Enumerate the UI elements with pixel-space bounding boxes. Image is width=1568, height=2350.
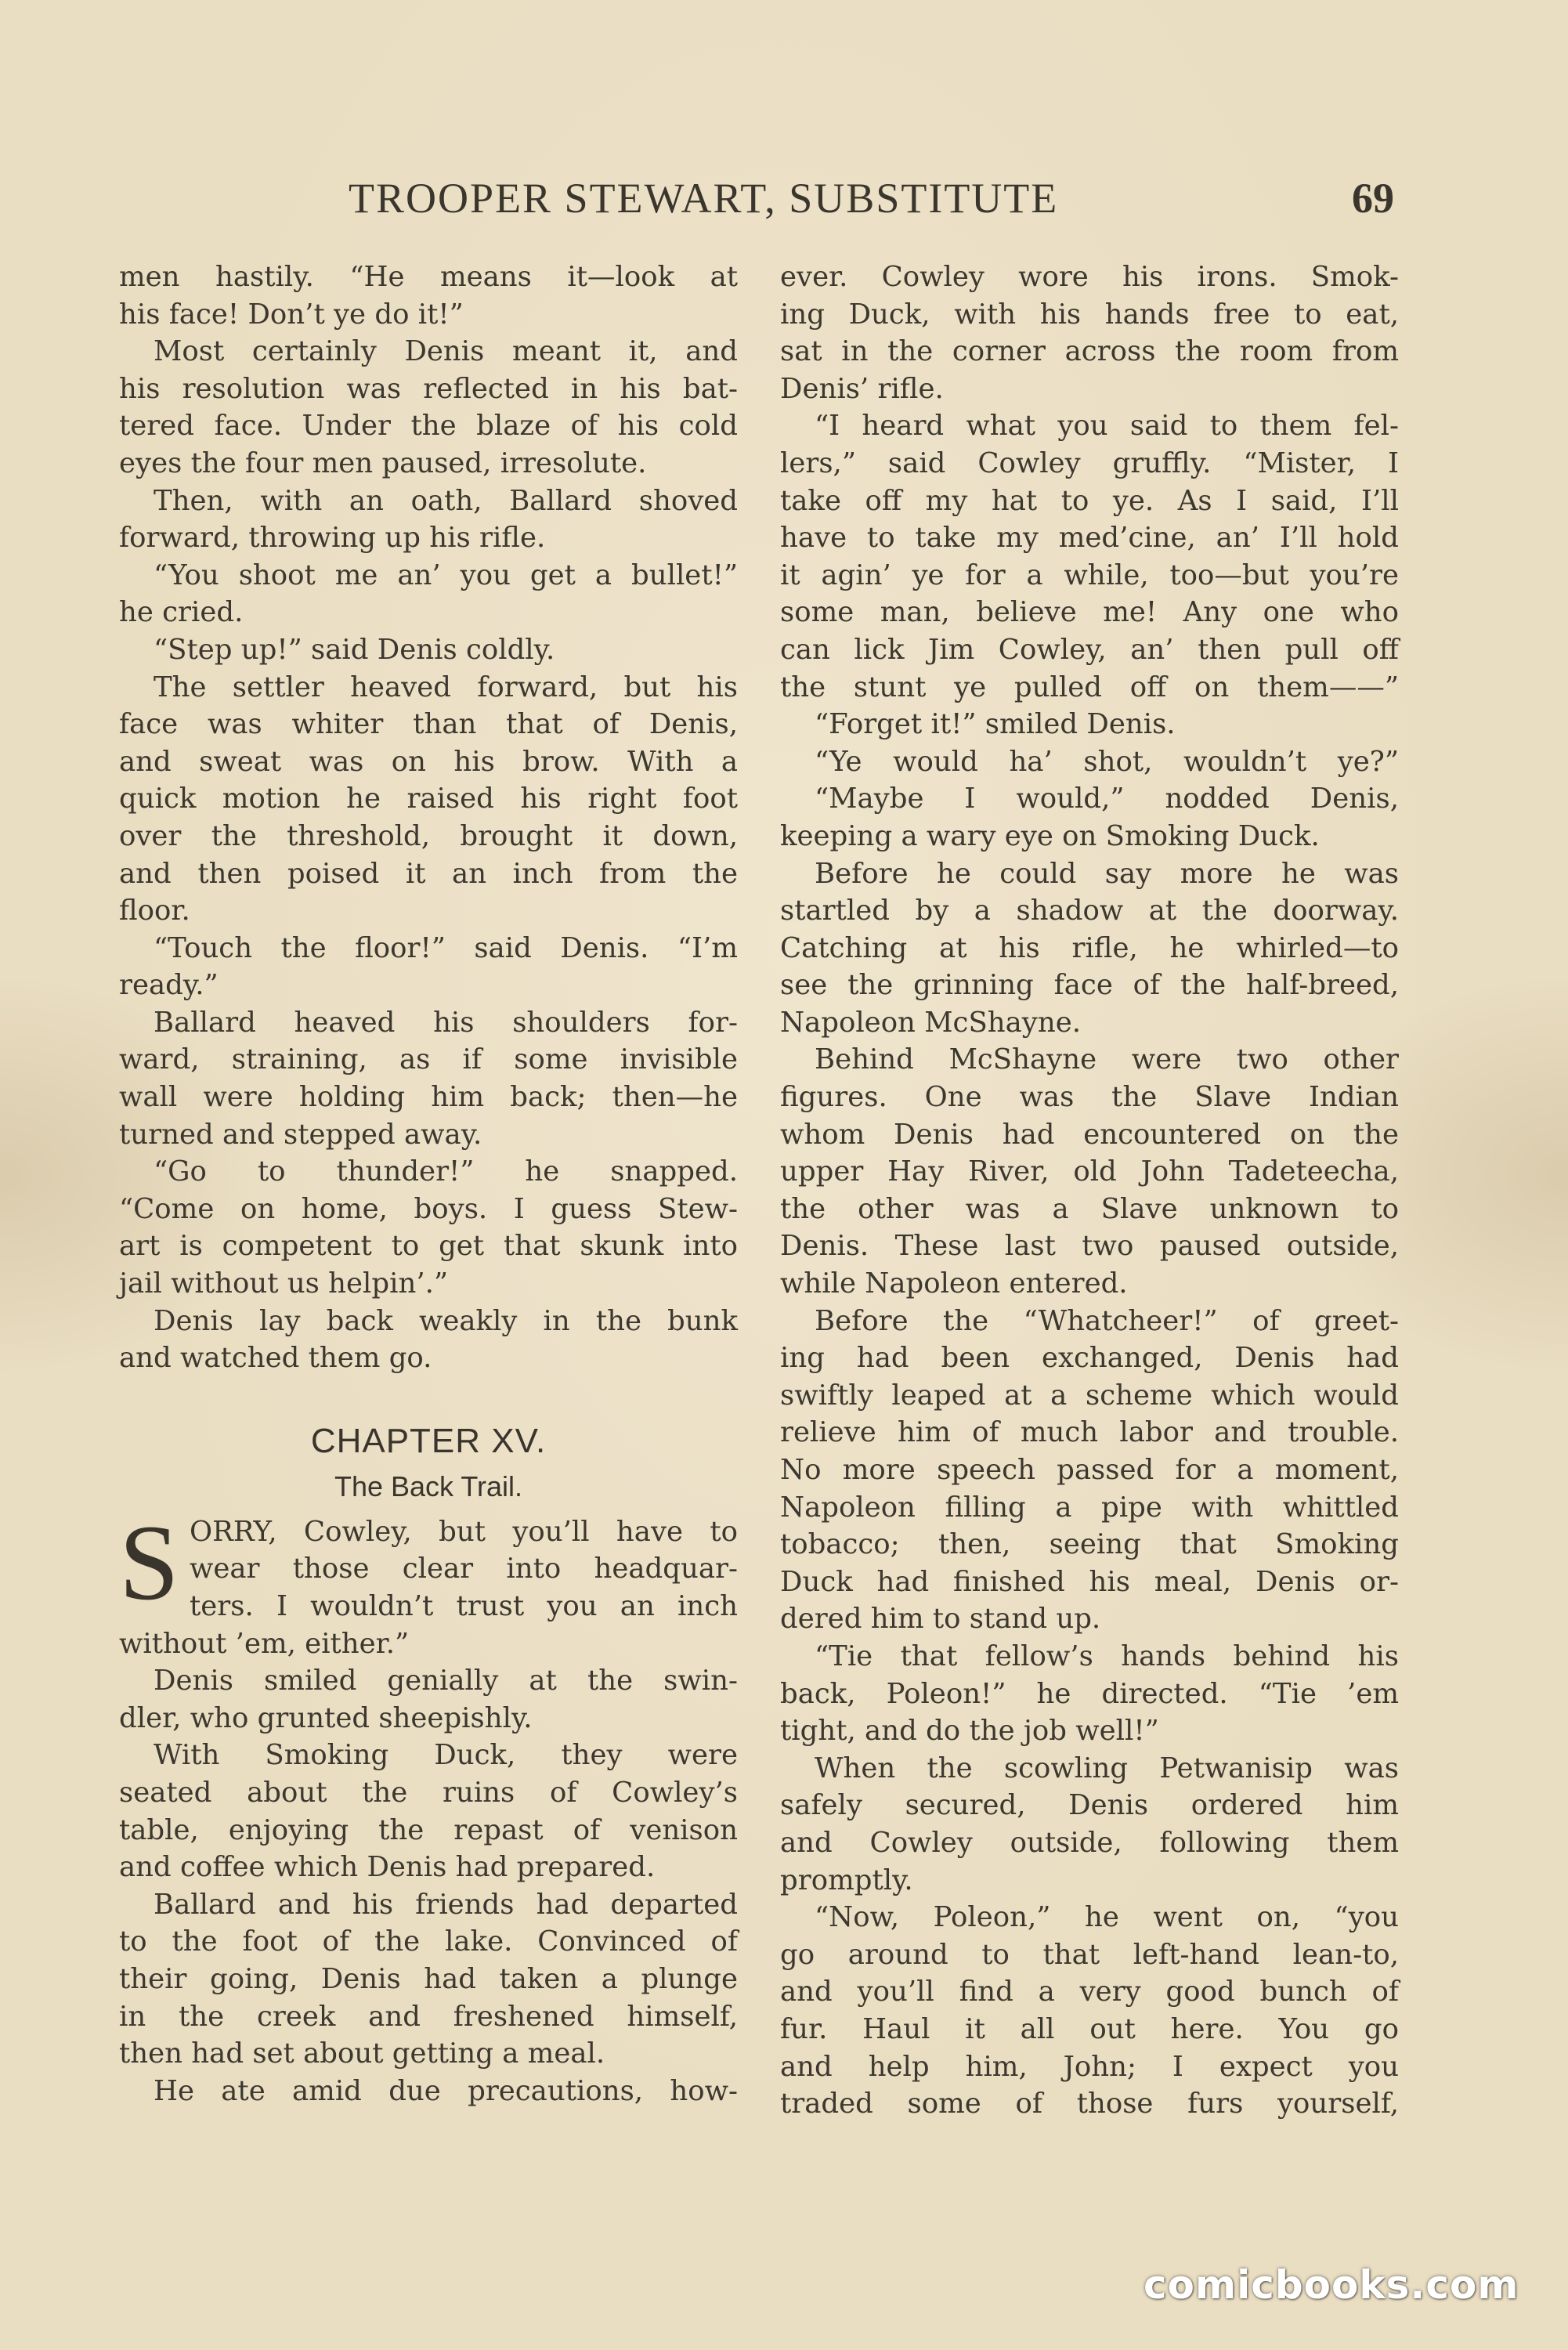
- text-line: table, enjoying the repast of venison: [119, 1813, 738, 1846]
- text-line: quick motion he raised his right foot: [119, 783, 738, 815]
- text-line: floor.: [119, 895, 190, 927]
- text-line: dler, who grunted sheepishly.: [119, 1701, 533, 1734]
- text-line: over the threshold, brought it down,: [119, 819, 738, 852]
- text-line: take off my hat to ye. As I said, I’ll: [780, 484, 1399, 517]
- drop-cap: S: [119, 1502, 179, 1622]
- right-column-text: [780, 258, 1399, 2123]
- text-line: startled by a shadow at the doorway.: [780, 895, 1399, 927]
- text-line: relieve him of much labor and trouble.: [780, 1416, 1399, 1449]
- text-line: When the scowling Petwanisip was: [815, 1752, 1399, 1784]
- chapter-heading: [119, 1377, 738, 1513]
- text-line: “Ye would ha’ shot, wouldn’t ye?”: [815, 745, 1399, 778]
- text-line: ing Duck, with his hands free to eat,: [780, 298, 1399, 331]
- text-line: Napoleon filling a pipe with whittled: [780, 1491, 1399, 1524]
- text-line: Denis’ rifle.: [780, 372, 944, 405]
- text-line: his face! Don’t ye do it!”: [119, 298, 464, 331]
- site-watermark: comicbooks.com: [1143, 2262, 1519, 2308]
- text-line: while Napoleon entered.: [780, 1267, 1128, 1300]
- text-line: men hastily. “He means it—look at: [119, 261, 738, 293]
- text-line: and then poised it an inch from the: [119, 857, 738, 890]
- text-line: see the grinning face of the half-breed,: [780, 969, 1399, 1002]
- text-line: seated about the ruins of Cowley’s: [119, 1776, 738, 1809]
- text-line: whom Denis had encountered on the: [780, 1118, 1399, 1151]
- text-line: ready.”: [119, 969, 219, 1002]
- text-line: “Forget it!” smiled Denis.: [815, 708, 1176, 741]
- text-line: Denis lay back weakly in the bunk: [154, 1304, 738, 1337]
- text-line: ward, straining, as if some invisible: [119, 1043, 738, 1076]
- text-line: tered face. Under the blaze of his cold: [119, 410, 738, 443]
- text-line: without ’em, either.”: [119, 1627, 410, 1660]
- text-line: keeping a wary eye on Smoking Duck.: [780, 819, 1320, 852]
- text-line: upper Hay River, old John Tadeteecha,: [780, 1155, 1399, 1188]
- text-line: and help him, John; I expect you: [780, 2050, 1399, 2083]
- text-line: No more speech passed for a moment,: [780, 1454, 1399, 1486]
- text-line: “Touch the floor!” said Denis. “I’m: [154, 931, 738, 964]
- text-line: and watched them go.: [119, 1342, 432, 1375]
- text-line: and coffee which Denis had prepared.: [119, 1851, 656, 1884]
- left-column: [119, 258, 738, 2110]
- text-line: Denis smiled genially at the swin-: [154, 1665, 738, 1697]
- text-line: Denis. These last two paused outside,: [780, 1230, 1399, 1263]
- text-line: Before the “Whatcheer!” of greet-: [815, 1304, 1399, 1337]
- text-line: Ballard heaved his shoulders for-: [154, 1006, 738, 1039]
- text-line: Behind McShayne were two other: [815, 1043, 1399, 1076]
- text-line: “You shoot me an’ you get a bullet!”: [154, 559, 738, 591]
- text-line: Duck had finished his meal, Denis or-: [780, 1565, 1399, 1598]
- text-line: Before he could say more he was: [815, 857, 1399, 890]
- text-line: Then, with an oath, Ballard shoved: [154, 484, 738, 517]
- text-line: sat in the corner across the room from: [780, 335, 1399, 368]
- chapter-subtitle: The Back Trail.: [334, 1470, 523, 1502]
- left-column-text-after-chapter: [119, 1588, 738, 2110]
- text-line: dered him to stand up.: [780, 1603, 1101, 1636]
- text-line: tight, and do the job well!”: [780, 1715, 1159, 1748]
- text-line: “Now, Poleon,” he went on, “you: [815, 1901, 1399, 1934]
- text-line: their going, Denis had taken a plunge: [119, 1962, 738, 1995]
- left-column-text-before-chapter: [119, 258, 738, 1377]
- text-line: With Smoking Duck, they were: [154, 1739, 738, 1772]
- text-line: the other was a Slave unknown to: [780, 1192, 1399, 1225]
- chapter-title: CHAPTER XV.: [310, 1421, 547, 1460]
- text-line: “Come on home, boys. I guess Stew-: [119, 1192, 738, 1225]
- text-line: swiftly leaped at a scheme which would: [780, 1379, 1399, 1412]
- text-line: The settler heaved forward, but his: [154, 671, 738, 703]
- text-line: turned and stepped away.: [119, 1118, 482, 1151]
- text-line: “I heard what you said to them fel-: [815, 410, 1399, 443]
- text-line: Most certainly Denis meant it, and: [154, 335, 738, 368]
- text-line: “Go to thunder!” he snapped.: [154, 1155, 738, 1188]
- text-line: wear those clear into headquar-: [190, 1553, 738, 1585]
- text-line: in the creek and freshened himself,: [119, 2000, 738, 2033]
- text-line: ORRY, Cowley, but you’ll have to: [190, 1515, 738, 1548]
- text-line: and you’ll find a very good bunch of: [780, 1976, 1399, 2008]
- page-header: [0, 174, 1568, 229]
- text-line: some man, believe me! Any one who: [780, 596, 1399, 629]
- running-title: TROOPER STEWART, SUBSTITUTE: [349, 175, 1059, 222]
- text-line: and sweat was on his brow. With a: [119, 745, 738, 778]
- text-line: he cried.: [119, 596, 244, 629]
- text-line: Napoleon McShayne.: [780, 1006, 1081, 1039]
- text-line: wall were holding him back; then—he: [119, 1081, 738, 1114]
- text-line: figures. One was the Slave Indian: [780, 1081, 1399, 1114]
- text-line: “Maybe I would,” nodded Denis,: [815, 783, 1399, 815]
- text-line: fur. Haul it all out here. You go: [780, 2012, 1399, 2045]
- text-line: it agin’ ye for a while, too—but you’re: [780, 559, 1399, 591]
- text-line: lers,” said Cowley gruffly. “Mister, I: [780, 446, 1399, 479]
- text-line: have to take my med’cine, an’ I’ll hold: [780, 522, 1399, 555]
- text-line: “Step up!” said Denis coldly.: [154, 633, 555, 666]
- text-line: forward, throwing up his rifle.: [119, 522, 546, 555]
- text-line: Ballard and his friends had departed: [154, 1888, 738, 1921]
- text-line: promptly.: [780, 1864, 913, 1896]
- text-line: ever. Cowley wore his irons. Smok-: [780, 261, 1399, 293]
- text-line: ters. I wouldn’t trust you an inch: [190, 1590, 738, 1622]
- text-line: face was whiter than that of Denis,: [119, 708, 738, 741]
- text-line: art is competent to get that skunk into: [119, 1230, 738, 1263]
- text-line: He ate amid due precautions, how-: [154, 2074, 738, 2107]
- text-line: back, Poleon!” he directed. “Tie ’em: [780, 1677, 1399, 1710]
- text-line: jail without us helpin’.”: [119, 1267, 449, 1300]
- text-line: can lick Jim Cowley, an’ then pull off: [780, 633, 1399, 666]
- text-line: ing had been exchanged, Denis had: [780, 1342, 1399, 1375]
- text-line: tobacco; then, seeing that Smoking: [780, 1528, 1399, 1561]
- text-line: Catching at his rifle, he whirled—to: [780, 931, 1399, 964]
- text-line: to the foot of the lake. Convinced of: [119, 1925, 738, 1958]
- text-line: his resolution was reflected in his bat-: [119, 372, 738, 405]
- text-line: then had set about getting a meal.: [119, 2037, 605, 2070]
- dropcap-lines: [119, 1513, 738, 1588]
- text-line: safely secured, Denis ordered him: [780, 1789, 1399, 1822]
- chapter-opening-paragraph: [119, 1502, 738, 2110]
- right-column: [780, 258, 1399, 2123]
- text-line: eyes the four men paused, irresolute.: [119, 446, 647, 479]
- text-line: “Tie that fellow’s hands behind his: [815, 1640, 1399, 1672]
- text-line: go around to that left-hand lean-to,: [780, 1938, 1399, 1971]
- text-line: traded some of those furs yourself,: [780, 2088, 1399, 2120]
- text-line: the stunt ye pulled off on them——”: [780, 671, 1399, 703]
- page-number: 69: [1352, 175, 1394, 222]
- text-line: and Cowley outside, following them: [780, 1826, 1399, 1859]
